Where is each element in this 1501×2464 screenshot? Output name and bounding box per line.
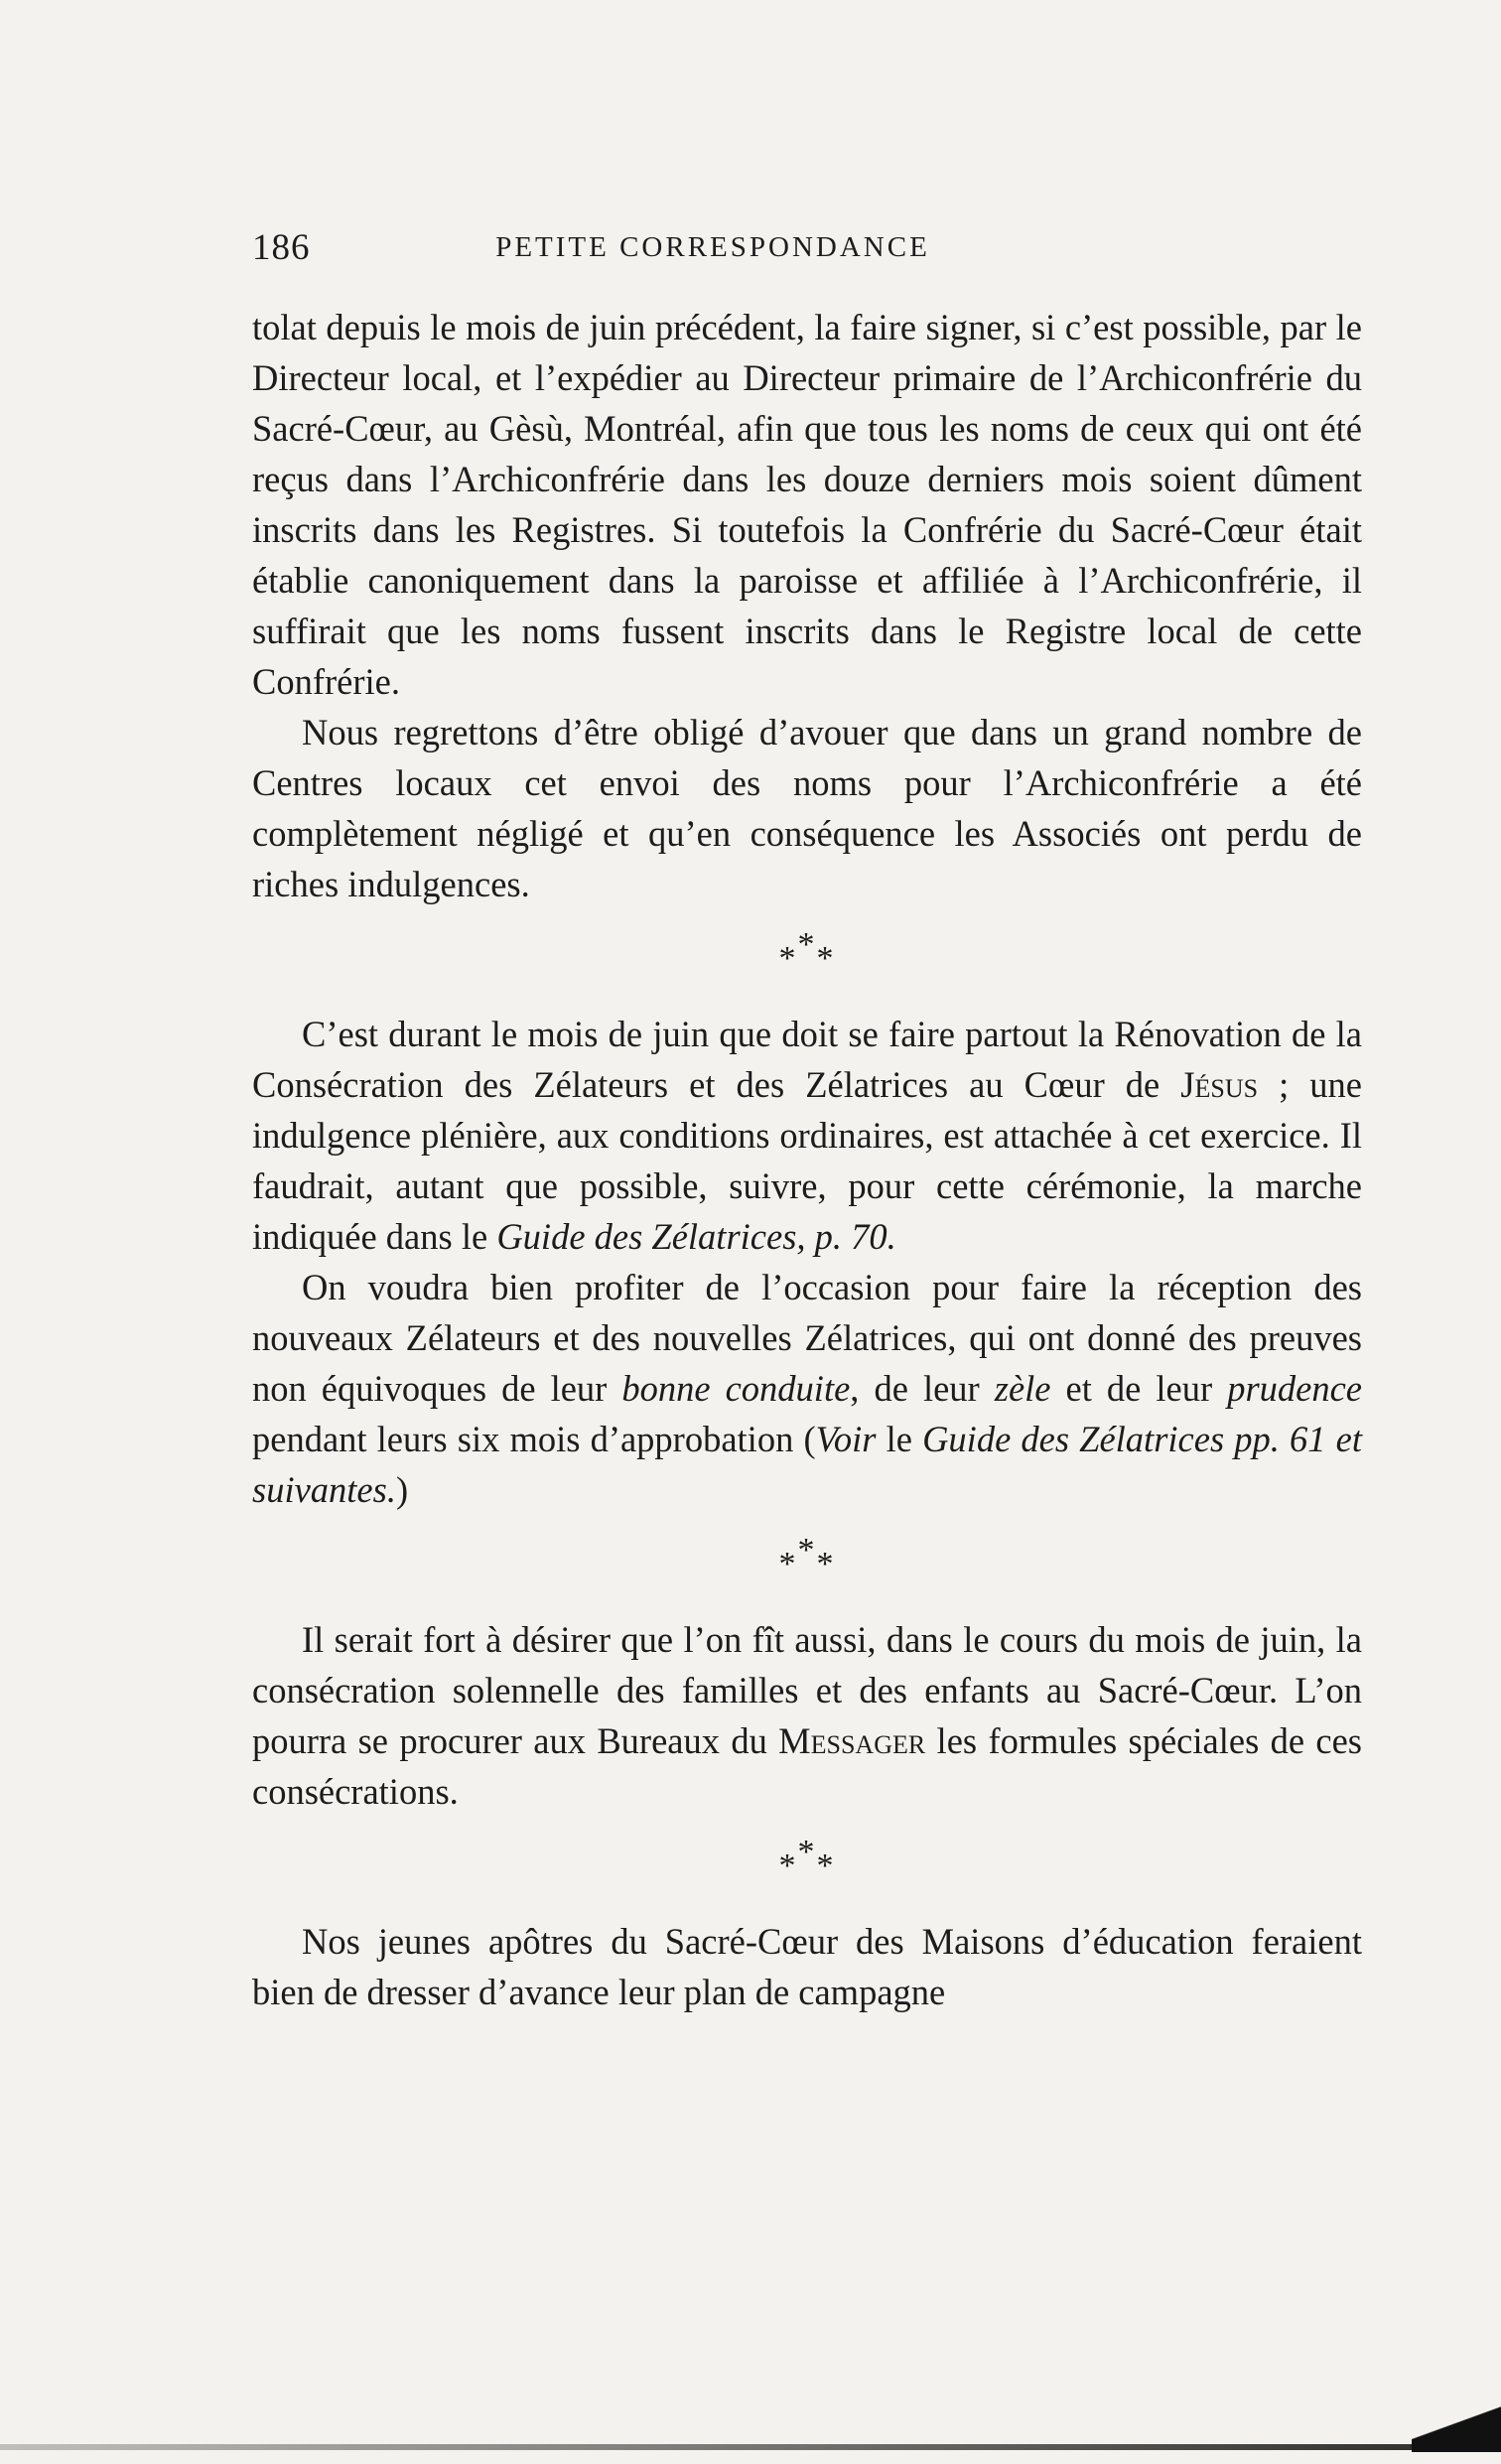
separator-star: * bbox=[778, 1848, 798, 1884]
italic-run: Guide des Zélatrices pp. 61 et suivantes. bbox=[252, 1419, 1362, 1510]
text-run: Nous regrettons d’être obligé d’avouer que dans un grand nombre de Centres locaux cet envoi des noms pour l’Archiconfrérie a été complètement négligé et qu’en conséquence les Associés ont perdu de riches indulgences. bbox=[252, 712, 1362, 904]
separator-star: * bbox=[816, 940, 836, 977]
text-run: ; une indulgence plénière, aux conditions ordinaires, est attachée à cet exercice. Il faudrait, autant que possible, suivre, pour cette cérémonie, la marche indiquée dans le bbox=[252, 1064, 1362, 1257]
separator-star: * bbox=[797, 1532, 817, 1569]
text-run: et de leur bbox=[1050, 1368, 1228, 1409]
page-header bbox=[252, 226, 1054, 276]
small-caps-run: Jésus bbox=[1180, 1064, 1259, 1105]
paragraph-2 bbox=[252, 707, 1362, 909]
paragraph-4 bbox=[252, 1262, 1362, 1515]
separator-star: * bbox=[778, 940, 798, 977]
separator-star: * bbox=[816, 1848, 836, 1884]
italic-run: zèle bbox=[994, 1368, 1051, 1409]
text-run: pendant leurs six mois d’approbation ( bbox=[252, 1419, 816, 1459]
separator-star: * bbox=[816, 1546, 836, 1582]
paragraph-6 bbox=[252, 1916, 1362, 2017]
body-text bbox=[252, 302, 1362, 2017]
section-separator bbox=[252, 1817, 1362, 1916]
separator-star: * bbox=[778, 1546, 798, 1582]
page-curl bbox=[1412, 2383, 1501, 2452]
text-run: ) bbox=[395, 1469, 409, 1510]
italic-run: prudence bbox=[1227, 1368, 1363, 1409]
paragraph-3 bbox=[252, 1009, 1362, 1262]
paragraph-1 bbox=[252, 302, 1362, 707]
text-run: tolat depuis le mois de juin précédent, la faire signer, si c’est possible, par le Directeur local, et l’expédier au Directeur primaire de l’Archiconfrérie du Sacré-Cœur, au Gèsù, Montréal, afin que tous les noms de ceux qui ont été reçus dans l’Archiconfrérie dans les douze derniers mois soient dûment inscrits dans les Registres. Si toutefois la Confrérie du Sacré-Cœur était établie canoniquement dans la paroisse et affiliée à l’Archiconfrérie, il suffirait que les noms fussent inscrits dans le Registre local de cette Confrérie. bbox=[252, 307, 1362, 702]
section-separator bbox=[252, 909, 1362, 1009]
paragraph-5 bbox=[252, 1614, 1362, 1817]
page-edge-shadow bbox=[0, 2444, 1501, 2450]
text-run: C’est durant le mois de juin que doit se faire partout la Rénovation de la Consécration des Zélateurs et des Zélatrices au Cœur de bbox=[252, 1014, 1362, 1105]
running-title: PETITE CORRESPONDANCE bbox=[495, 231, 930, 263]
text-run: Nos jeunes apôtres du Sacré-Cœur des Maisons d’éducation feraient bien de dresser d’avance leur plan de campagne bbox=[252, 1921, 1362, 2012]
small-caps-run: Messager bbox=[778, 1720, 926, 1761]
text-run: On voudra bien profiter de l’occasion pour faire la réception des nouveaux Zélateurs et des nouvelles Zélatrices, qui ont donné des preuves non équivoques de leur bbox=[252, 1267, 1362, 1409]
italic-run: Guide des Zélatrices, p. 70. bbox=[496, 1216, 896, 1257]
separator-star: * bbox=[797, 1834, 817, 1870]
section-separator bbox=[252, 1515, 1362, 1614]
text-run: le bbox=[876, 1419, 923, 1459]
italic-run: Voir bbox=[815, 1419, 877, 1459]
page-number: 186 bbox=[252, 227, 311, 268]
text-run: les formules spéciales de ces consécrations. bbox=[252, 1720, 1362, 1812]
separator-star: * bbox=[797, 926, 817, 963]
text-run: Il serait fort à désirer que l’on fît aussi, dans le cours du mois de juin, la consécration solennelle des familles et des enfants au Sacré-Cœur. L’on pourra se procurer aux Bureaux du bbox=[252, 1619, 1362, 1761]
italic-run: bonne conduite bbox=[621, 1368, 851, 1409]
text-run: , de leur bbox=[850, 1368, 995, 1409]
